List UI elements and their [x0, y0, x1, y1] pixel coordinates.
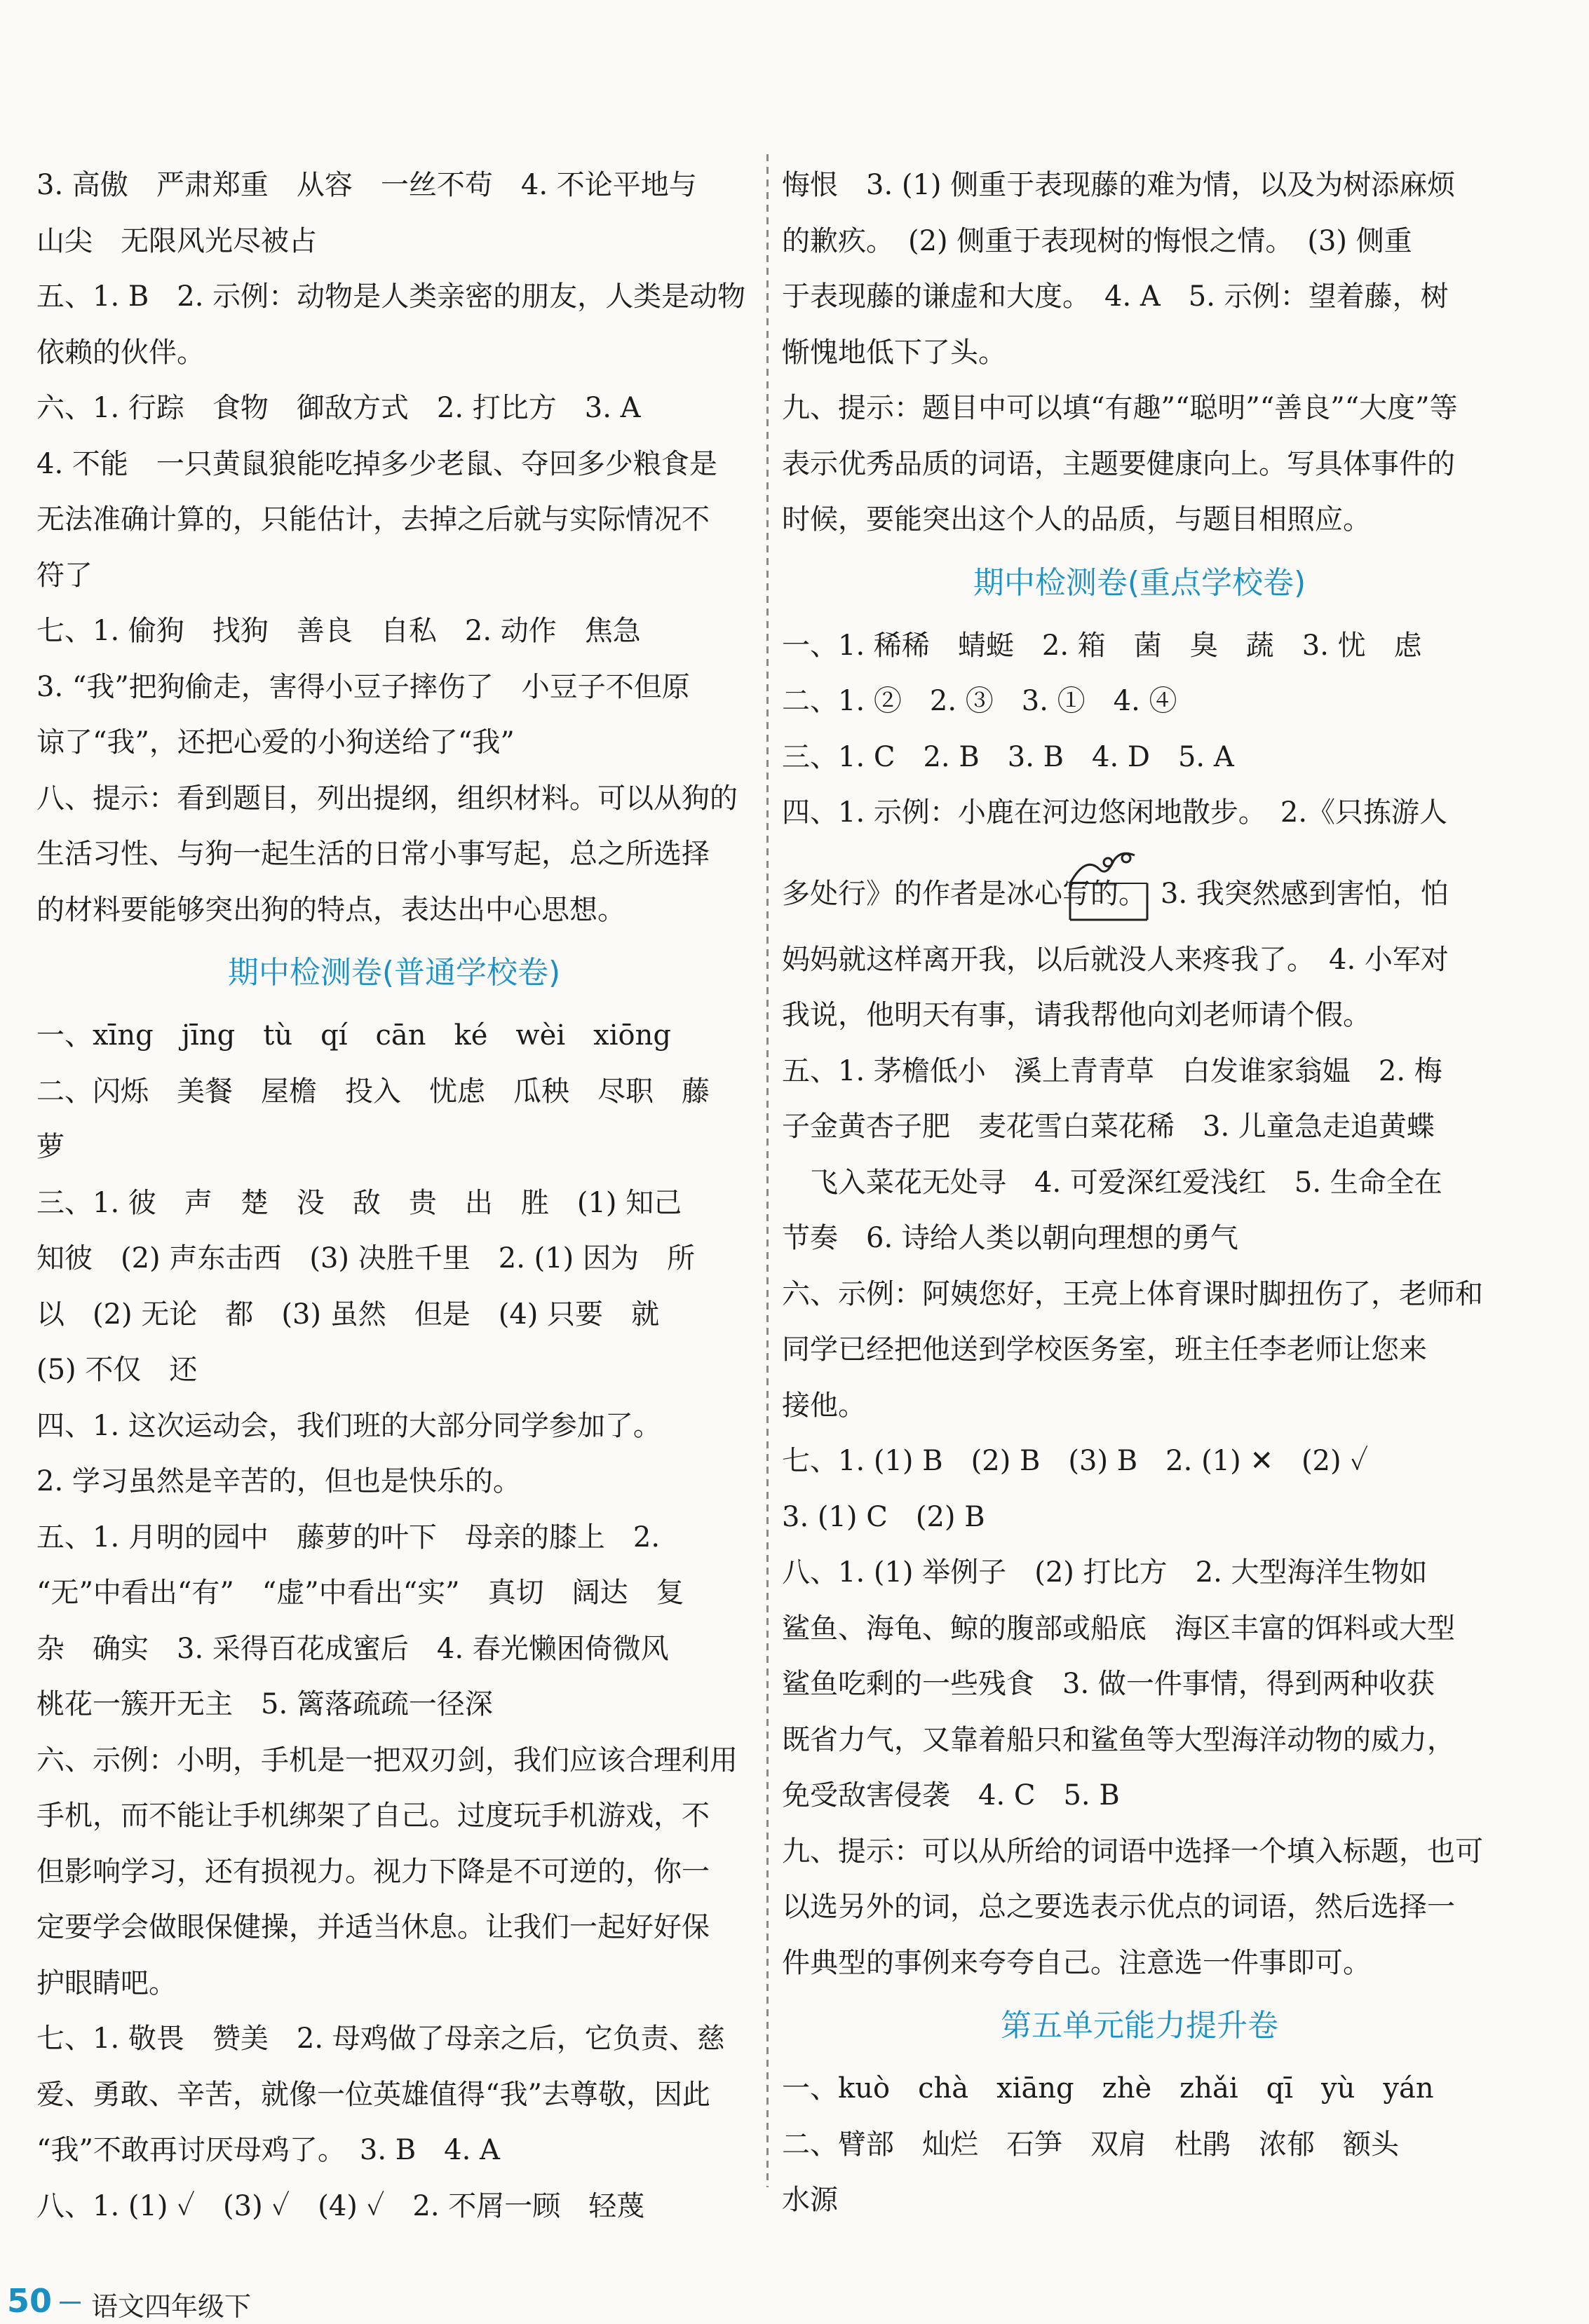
- answer-line: 以选另外的词，总之要选表示优点的词语，然后选择一: [782, 1891, 1455, 1923]
- answer-line: 同学已经把他送到学校医务室，班主任李老师让您来: [782, 1333, 1427, 1366]
- page-footer: [0, 2282, 421, 2324]
- section-heading-midterm-key: 期中检测卷(重点学校卷): [973, 564, 1306, 601]
- answer-line: 三、1. C 2. B 3. B 4. D 5. A: [782, 740, 1234, 773]
- footer-label: 语文四年级下: [91, 2291, 252, 2322]
- answer-line: 七、1. (1) B (2) B (3) B 2. (1) ✕ (2) ✓: [782, 1445, 1369, 1477]
- answer-line: 2. 学习虽然是辛苦的，但也是快乐的。: [36, 1465, 521, 1497]
- answer-line: 无法准确计算的，只能估计，去掉之后就与实际情况不: [36, 503, 710, 536]
- handwritten-correction-mark: [1064, 841, 1149, 925]
- answer-line: 四、1. 这次运动会，我们班的大部分同学参加了。: [36, 1409, 661, 1442]
- answer-line: 但影响学习，还有损视力。视力下降是不可逆的，你一: [36, 1855, 710, 1888]
- answer-line: 二、臂部 灿烂 石笋 双肩 杜鹃 浓郁 额头: [782, 2128, 1399, 2161]
- answer-line: “无”中看出“有” “虚”中看出“实” 真切 阔达 复: [36, 1577, 684, 1609]
- answer-line: 七、1. 偷狗 找狗 善良 自私 2. 动作 焦急: [36, 615, 641, 647]
- answer-line: 生活习性、与狗一起生活的日常小事写起，总之所选择: [36, 838, 710, 870]
- answer-line: 手机，而不能让手机绑架了自己。过度玩手机游戏，不: [36, 1800, 710, 1832]
- answer-line: 悔恨 3. (1) 侧重于表现藤的难为情，以及为树添麻烦: [782, 169, 1456, 201]
- answer-line: “我”不敢再讨厌母鸡了。 3. B 4. A: [36, 2134, 500, 2166]
- answer-line: 件典型的事例来夸夸自己。注意选一件事即可。: [782, 1946, 1371, 1979]
- answer-line: 定要学会做眼保健操，并适当休息。让我们一起好好保: [36, 1911, 710, 1943]
- answer-line: 五、1. 月明的园中 藤萝的叶下 母亲的膝上 2.: [36, 1521, 661, 1554]
- answer-line: 二、闪烁 美餐 屋檐 投入 忧虑 瓜秧 尽职 藤: [36, 1075, 710, 1108]
- answer-line: 山尖 无限风光尽被占: [36, 224, 317, 257]
- answer-line: 六、示例：小明，手机是一把双刃剑，我们应该合理利用: [36, 1744, 738, 1776]
- answer-line: 飞入菜花无处寻 4. 可爱深红爱浅红 5. 生命全在: [782, 1166, 1442, 1199]
- answer-line-corrected: 多处行》的作者是冰心写的。 3. 我突然感到害怕，怕: [782, 877, 1449, 910]
- answer-line: 九、提示：可以从所给的词语中选择一个填入标题，也可: [782, 1835, 1483, 1868]
- answer-line: 八、1. (1) ✓ (3) ✓ (4) ✓ 2. 不屑一顾 轻蔑: [36, 2189, 645, 2222]
- answer-line: 子金黄杏子肥 麦花雪白菜花稀 3. 儿童急走追黄蝶: [782, 1110, 1435, 1143]
- answer-line: 4. 不能 一只黄鼠狼能吃掉多少老鼠、夺回多少粮食是: [36, 447, 717, 480]
- answer-line: 爱、勇敢、辛苦，就像一位英雄值得“我”去尊敬，因此: [36, 2078, 710, 2111]
- left-column: [36, 158, 752, 2234]
- answer-line: 水源: [782, 2184, 838, 2216]
- answer-line: 五、1. B 2. 示例：动物是人类亲密的朋友，人类是动物: [36, 280, 746, 313]
- answer-line: 3. “我”把狗偷走，害得小豆子摔伤了 小豆子不但原: [36, 670, 690, 703]
- right-column: [782, 158, 1497, 2229]
- answer-line: 鲨鱼、海龟、鲸的腹部或船底 海区丰富的饵料或大型: [782, 1612, 1455, 1645]
- answer-line: 六、1. 行踪 食物 御敌方式 2. 打比方 3. A: [36, 392, 641, 424]
- answer-line: 萝: [36, 1131, 65, 1163]
- answer-line: 六、示例：阿姨您好，王亮上体育课时脚扭伤了，老师和: [782, 1277, 1483, 1310]
- answer-line: 八、1. (1) 举例子 (2) 打比方 2. 大型海洋生物如: [782, 1556, 1428, 1589]
- answer-line: 四、1. 示例：小鹿在河边悠闲地散步。 2.《只拣游人: [782, 796, 1448, 829]
- answer-line: 既省力气，又靠着船只和鲨鱼等大型海洋动物的威力，: [782, 1723, 1455, 1756]
- answer-line: 免受敌害侵袭 4. C 5. B: [782, 1779, 1120, 1812]
- answer-line: 一、1. 稀稀 蜻蜓 2. 箱 菌 臭 蔬 3. 忧 虑: [782, 629, 1422, 662]
- answer-line: 我说，他明天有事，请我帮他向刘老师请个假。: [782, 999, 1371, 1031]
- answer-line: 的歉疚。 (2) 侧重于表现树的悔恨之情。 (3) 侧重: [782, 224, 1412, 257]
- answer-line: 妈妈就这样离开我，以后就没人来疼我了。 4. 小军对: [782, 943, 1449, 976]
- answer-line: 一、kuò chà xiāng zhè zhǎi qī yù yán: [782, 2072, 1434, 2105]
- answer-line: 表示优秀品质的词语，主题要健康向上。写具体事件的: [782, 447, 1455, 480]
- answer-line: 惭愧地低下了头。: [782, 336, 1006, 369]
- page-number: 50: [7, 2282, 53, 2320]
- answer-line: 五、1. 茅檐低小 溪上青青草 白发谁家翁媪 2. 梅: [782, 1054, 1442, 1087]
- answer-line: 接他。: [782, 1389, 866, 1422]
- answer-line: 杂 确实 3. 采得百花成蜜后 4. 春光懒困倚微风: [36, 1632, 669, 1665]
- section-heading-unit5: 第五单元能力提升卷: [1001, 2008, 1278, 2044]
- answer-line: 九、提示：题目中可以填“有趣”“聪明”“善良”“大度”等: [782, 392, 1458, 424]
- answer-line: 符了: [36, 559, 93, 592]
- answer-line: 的材料要能够突出狗的特点，表达出中心思想。: [36, 893, 626, 926]
- answer-line: 谅了“我”，还把心爱的小狗送给了“我”: [36, 726, 515, 759]
- answer-line: 于表现藤的谦虚和大度。 4. A 5. 示例：望着藤，树: [782, 280, 1449, 313]
- answer-line: 时候，要能突出这个人的品质，与题目相照应。: [782, 503, 1371, 536]
- answer-line: 知彼 (2) 声东击西 (3) 决胜千里 2. (1) 因为 所: [36, 1242, 696, 1275]
- answer-line: 以 (2) 无论 都 (3) 虽然 但是 (4) 只要 就: [36, 1298, 660, 1331]
- footer-dash: [60, 2302, 81, 2304]
- answer-line: 三、1. 彼 声 楚 没 敌 贵 出 胜 (1) 知己: [36, 1186, 682, 1219]
- answer-line: 依赖的伙伴。: [36, 336, 205, 369]
- section-heading-midterm-ordinary: 期中检测卷(普通学校卷): [227, 955, 561, 991]
- answer-line: 节奏 6. 诗给人类以朝向理想的勇气: [782, 1222, 1238, 1254]
- answer-line: 桃花一簇开无主 5. 篱落疏疏一径深: [36, 1688, 493, 1720]
- answer-line: (5) 不仅 还: [36, 1354, 198, 1386]
- answer-line: 鲨鱼吃剩的一些残食 3. 做一件事情，得到两种收获: [782, 1668, 1435, 1700]
- column-divider: [766, 154, 769, 2187]
- answer-line: 二、1. ② 2. ③ 3. ① 4. ④: [782, 685, 1177, 717]
- answer-line: 3. 高傲 严肃郑重 从容 一丝不苟 4. 不论平地与: [36, 169, 697, 201]
- answer-line: 七、1. 敬畏 赞美 2. 母鸡做了母亲之后，它负责、慈: [36, 2023, 725, 2055]
- answer-line: 3. (1) C (2) B: [782, 1500, 985, 1533]
- answer-line: 八、提示：看到题目，列出提纲，组织材料。可以从狗的: [36, 782, 738, 815]
- answer-line: 一、xīng jīng tù qí cān ké wèi xiōng: [36, 1019, 671, 1052]
- answer-line: 护眼睛吧。: [36, 1966, 177, 1999]
